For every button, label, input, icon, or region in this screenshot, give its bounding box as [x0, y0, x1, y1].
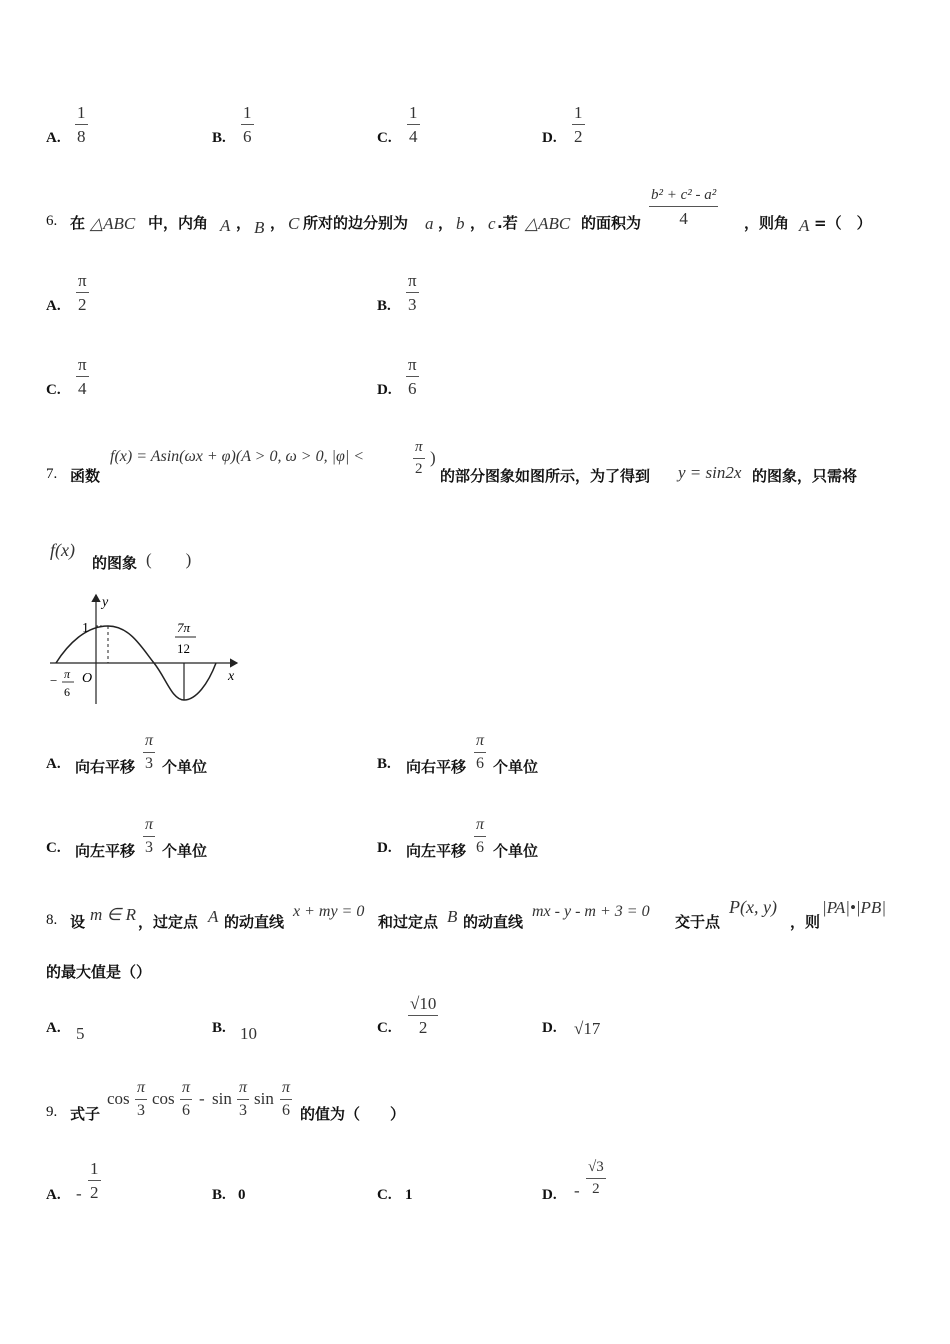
- q9-option-b-label: B.: [212, 1187, 226, 1203]
- q6-option-b-fraction: [406, 272, 419, 313]
- x-axis-label: x: [228, 669, 235, 684]
- numerator: b² + c² - a²: [651, 187, 717, 203]
- q6-angle-a-2: A: [799, 216, 810, 235]
- q9-cos-1: cos: [107, 1089, 130, 1108]
- numerator: 1: [574, 103, 583, 122]
- q6-text-1: 在: [70, 214, 86, 232]
- q5-option-a-label: A.: [46, 130, 61, 146]
- q7-option-d-fraction: [474, 817, 486, 856]
- numerator: π: [145, 732, 154, 749]
- numerator: π: [239, 1079, 248, 1096]
- q9-fraction-1: [135, 1080, 147, 1119]
- numerator: 1: [90, 1159, 99, 1178]
- q7-target-function: y = sin2x: [678, 463, 742, 482]
- denominator: 6: [243, 127, 252, 146]
- denominator: 3: [145, 839, 153, 856]
- q6-option-c-label: C.: [46, 382, 61, 398]
- denominator: 8: [77, 127, 86, 146]
- q8-line-2: mx - y - m + 3 = 0: [532, 903, 650, 920]
- q7-option-c-label: C.: [46, 840, 61, 856]
- q7-sine-graph: [44, 590, 244, 710]
- denominator: 2: [592, 1181, 600, 1197]
- q8-text-7: ，则: [790, 913, 821, 931]
- q8-number: 8.: [46, 912, 58, 928]
- numerator: π: [282, 1079, 291, 1096]
- q6-angle-a: A: [220, 216, 231, 235]
- q6-text-7: =（ ）: [814, 214, 872, 232]
- denominator: 2: [574, 127, 583, 146]
- denominator: 3: [408, 295, 417, 314]
- numerator: π: [476, 732, 485, 749]
- q8-product-expression: |PA|•|PB|: [822, 898, 886, 917]
- q5-option-d-label: D.: [542, 130, 557, 146]
- q6-option-d-fraction: [406, 356, 419, 397]
- q8-option-b-value: 10: [240, 1024, 257, 1043]
- q6-side-c: c: [488, 214, 496, 233]
- numerator: π: [408, 271, 417, 290]
- q6-text-2: 中，内角: [148, 214, 209, 232]
- q8-text-1: 设: [70, 913, 86, 931]
- q9-option-d-fraction: [586, 1160, 606, 1197]
- q8-text-5: 的动直线: [463, 913, 524, 931]
- q9-minus: -: [199, 1089, 205, 1108]
- denominator: 4: [78, 379, 87, 398]
- origin-label: O: [82, 671, 93, 686]
- q7-option-b-post: 个单位: [493, 758, 539, 776]
- q7-text-1: 函数: [70, 467, 101, 485]
- q9-option-a-label: A.: [46, 1187, 61, 1203]
- right-tick-denominator: 12: [177, 641, 190, 656]
- q9-text-1: 式子: [70, 1105, 101, 1123]
- q9-option-c-value: 1: [405, 1187, 413, 1203]
- numerator: π: [476, 816, 485, 833]
- q8-option-a-label: A.: [46, 1020, 61, 1036]
- right-tick-numerator: 7π: [177, 620, 191, 635]
- q9-option-a-fraction: [88, 1160, 101, 1201]
- q8-option-d-value: √17: [574, 1019, 601, 1038]
- q7-option-a-pre: 向右平移: [75, 758, 136, 776]
- q6-side-a: a: [425, 214, 434, 233]
- q8-option-a-value: 5: [76, 1024, 85, 1043]
- q9-fraction-3: [237, 1080, 249, 1119]
- q6-option-b-label: B.: [377, 298, 391, 314]
- left-tick-numerator: π: [64, 667, 71, 681]
- q6-triangle-2: △ABC: [525, 214, 571, 233]
- q6-comma: ，: [236, 214, 252, 232]
- q7-option-d-label: D.: [377, 840, 392, 856]
- q6-comma: ，: [438, 214, 454, 232]
- q5-option-d-fraction: [572, 104, 585, 145]
- q6-comma: ，: [470, 214, 486, 232]
- q6-text-5: 的面积为: [581, 214, 642, 232]
- q7-option-a-post: 个单位: [162, 758, 208, 776]
- q9-cos-2: cos: [152, 1089, 175, 1108]
- q6-angle-b: B: [254, 218, 265, 237]
- q5-option-c-label: C.: [377, 130, 392, 146]
- left-tick-denominator: 6: [64, 685, 70, 699]
- q9-option-b-value: 0: [238, 1187, 246, 1203]
- q6-text-3: 所对的边分别为: [303, 214, 409, 232]
- q8-m-in-r: m ∈ R: [90, 905, 136, 924]
- q7-text-3: 的图象，只需将: [752, 467, 858, 485]
- q9-number: 9.: [46, 1104, 58, 1120]
- q6-text-4: .若: [497, 214, 518, 232]
- q7-option-a-label: A.: [46, 756, 61, 772]
- q8-option-c-fraction: [408, 995, 438, 1036]
- q7-phi-bound-fraction: [413, 440, 425, 477]
- numerator: π: [78, 271, 87, 290]
- denominator: 6: [476, 755, 484, 772]
- q8-text-3: 的动直线: [224, 913, 285, 931]
- q8-point-b: B: [447, 907, 458, 926]
- q7-option-c-post: 个单位: [162, 842, 208, 860]
- q9-fraction-2: [180, 1080, 192, 1119]
- q9-text-2: 的值为（ ）: [300, 1105, 406, 1123]
- q6-area-fraction: [649, 188, 718, 227]
- q6-option-a-label: A.: [46, 298, 61, 314]
- y-axis-label: y: [102, 595, 109, 610]
- numerator: 1: [77, 103, 86, 122]
- q7-text-4: 的图象: [92, 554, 138, 572]
- q7-answer-paren: ( ): [146, 550, 192, 569]
- q9-option-a-sign: -: [76, 1184, 82, 1203]
- q8-line-1: x + my = 0: [293, 903, 365, 920]
- q5-option-b-fraction: [241, 104, 254, 145]
- q8-option-d-label: D.: [542, 1020, 557, 1036]
- q7-option-b-fraction: [474, 733, 486, 772]
- denominator: 2: [78, 295, 87, 314]
- q7-close-paren: ): [430, 448, 436, 467]
- q7-text-2: 的部分图象如图所示，为了得到: [440, 467, 651, 485]
- q9-option-c-label: C.: [377, 1187, 392, 1203]
- numerator: 1: [243, 103, 252, 122]
- q6-text-6: ，则角: [744, 214, 790, 232]
- q6-option-c-fraction: [76, 356, 89, 397]
- q7-fx: f(x): [50, 540, 75, 560]
- denominator: 6: [476, 839, 484, 856]
- q8-point-a: A: [208, 907, 219, 926]
- q6-side-b: b: [456, 214, 465, 233]
- denominator: 4: [409, 127, 418, 146]
- numerator: π: [145, 816, 154, 833]
- denominator: 3: [239, 1102, 247, 1119]
- y-one-label: 1: [82, 621, 89, 636]
- q7-option-b-pre: 向右平移: [406, 758, 467, 776]
- q6-option-a-fraction: [76, 272, 89, 313]
- numerator: π: [415, 439, 423, 455]
- q7-option-b-label: B.: [377, 756, 391, 772]
- q5-option-c-fraction: [407, 104, 420, 145]
- numerator: π: [408, 355, 417, 374]
- q8-text-4: 和过定点: [378, 913, 439, 931]
- q8-option-c-label: C.: [377, 1020, 392, 1036]
- q8-text-2: ，过定点: [138, 913, 199, 931]
- q6-comma: ，: [270, 214, 286, 232]
- q7-number: 7.: [46, 466, 58, 482]
- q9-sin-1: sin: [212, 1089, 232, 1108]
- q5-option-a-fraction: [75, 104, 88, 145]
- numerator: √10: [410, 994, 437, 1013]
- q7-option-c-fraction: [143, 817, 155, 856]
- denominator: 6: [182, 1102, 190, 1119]
- q5-option-b-label: B.: [212, 130, 226, 146]
- denominator: 2: [418, 1018, 428, 1037]
- numerator: π: [78, 355, 87, 374]
- numerator: π: [137, 1079, 146, 1096]
- left-tick-sign: −: [50, 673, 58, 688]
- denominator: 6: [408, 379, 417, 398]
- q7-option-a-fraction: [143, 733, 155, 772]
- q9-sin-2: sin: [254, 1089, 274, 1108]
- numerator: √3: [588, 1159, 604, 1175]
- q6-number: 6.: [46, 213, 58, 229]
- denominator: 4: [679, 209, 688, 228]
- numerator: π: [182, 1079, 191, 1096]
- numerator: 1: [409, 103, 418, 122]
- q8-text-8: 的最大值是（）: [46, 963, 152, 981]
- denominator: 3: [145, 755, 153, 772]
- denominator: 2: [90, 1183, 99, 1202]
- q6-angle-c: C: [288, 214, 300, 233]
- q7-option-d-post: 个单位: [493, 842, 539, 860]
- q9-option-d-label: D.: [542, 1187, 557, 1203]
- denominator: 3: [137, 1102, 145, 1119]
- q6-option-d-label: D.: [377, 382, 392, 398]
- denominator: 2: [415, 461, 423, 477]
- q9-fraction-4: [280, 1080, 292, 1119]
- q7-option-c-pre: 向左平移: [75, 842, 136, 860]
- q7-option-d-pre: 向左平移: [406, 842, 467, 860]
- q8-option-b-label: B.: [212, 1020, 226, 1036]
- q7-function-formula: f(x) = Asin(ωx + φ)(A > 0, ω > 0, |φ| <: [110, 448, 365, 465]
- q8-point-p: P(x, y): [729, 897, 777, 917]
- q6-triangle-1: △ABC: [90, 214, 136, 233]
- q8-text-6: 交于点: [675, 913, 721, 931]
- denominator: 6: [282, 1102, 290, 1119]
- q9-option-d-sign: -: [574, 1181, 580, 1200]
